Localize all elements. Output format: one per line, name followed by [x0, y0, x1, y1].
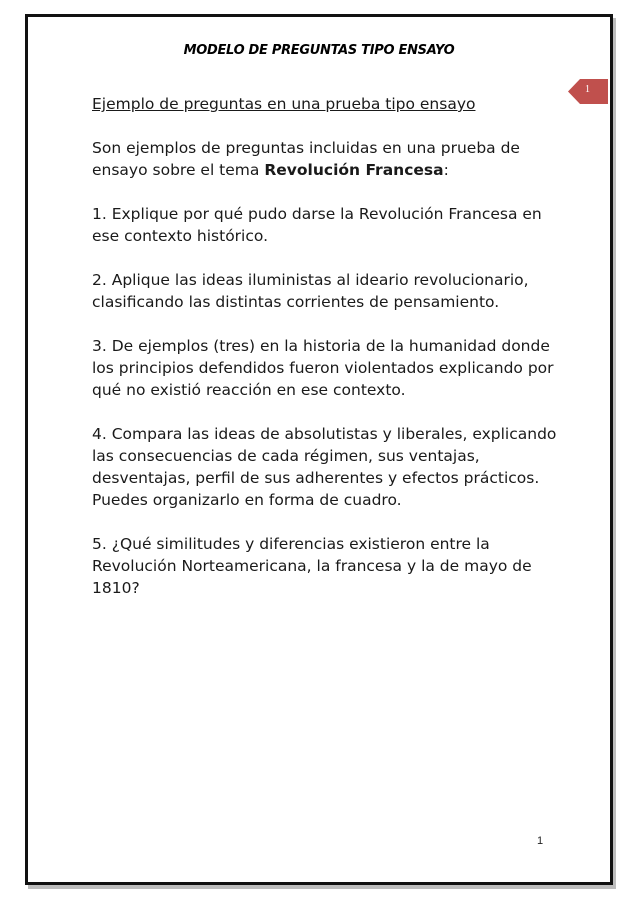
page-number-tab-label: 1	[585, 84, 590, 95]
intro-prefix: Son ejemplos de preguntas incluidas en una prueba de ensayo sobre el tema	[92, 139, 520, 179]
intro-suffix: :	[443, 161, 449, 179]
header-title: MODELO DE PREGUNTAS TIPO ENSAYO	[183, 43, 455, 58]
document-body	[92, 93, 562, 621]
intro-topic: Revolución Francesa	[264, 161, 444, 179]
footer-page-number: 1	[537, 835, 544, 847]
question-5: 5. ¿Qué similitudes y diferencias existieron entre la Revolución Norteamericana, la francesa y la de mayo de 1810?	[92, 535, 532, 597]
question-1: 1. Explique por qué pudo darse la Revolución Francesa en ese contexto histórico.	[92, 205, 542, 245]
question-3: 3. De ejemplos (tres) en la historia de la humanidad donde los principios defendidos fueron violentados explicando por qué no existió reacción en ese contexto.	[92, 337, 554, 399]
document-subtitle: Ejemplo de preguntas en una prueba tipo ensayo	[92, 95, 476, 113]
intro-paragraph	[92, 137, 562, 181]
question-4: 4. Compara las ideas de absolutistas y liberales, explicando las consecuencias de cada régimen, sus ventajas, desventajas, perfil de sus adherentes y efectos prácticos. Puedes organizarlo en forma de cuadro.	[92, 425, 557, 509]
question-2: 2. Aplique las ideas iluministas al ideario revolucionario, clasificando las distintas corrientes de pensamiento.	[92, 271, 529, 311]
